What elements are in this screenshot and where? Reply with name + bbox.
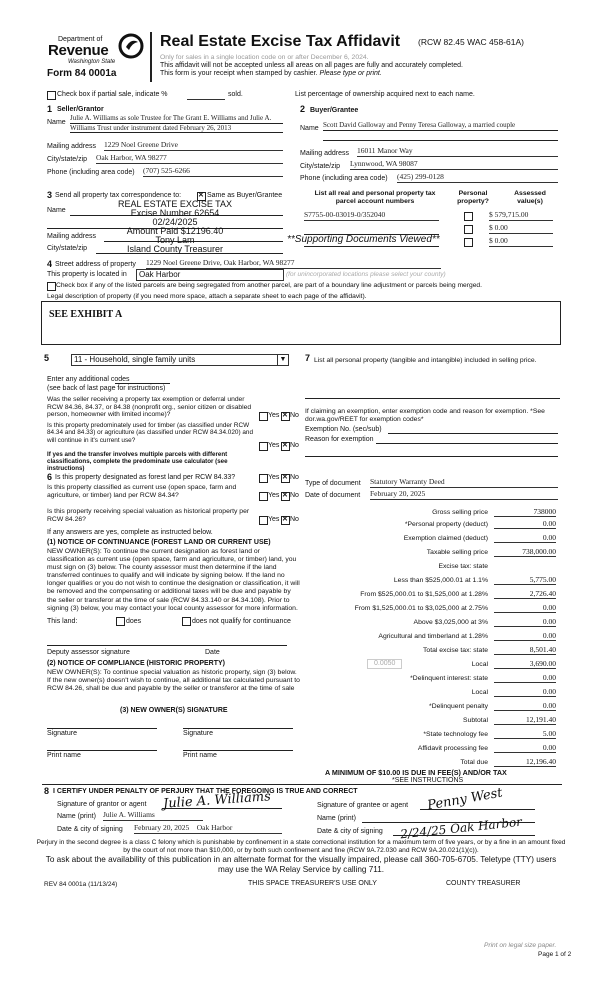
grantor-name-field[interactable]: Julie A. Williams xyxy=(103,811,203,821)
fee-value[interactable]: 0.00 xyxy=(494,631,556,641)
fee-label: Taxable selling price xyxy=(426,549,488,556)
land-use-value: 11 - Household, single family units xyxy=(74,355,196,364)
same-as-buyer-label: Same as Buyer/Grantee xyxy=(207,192,283,199)
fee-label: Subtotal xyxy=(463,717,488,724)
sec3-mailing-label: Mailing address xyxy=(47,233,97,240)
buyer-name-field[interactable]: Scott David Galloway and Penny Teresa Galloway, a married couple xyxy=(323,121,516,129)
fee-value[interactable]: 0.00 xyxy=(494,519,556,529)
fee-label: Local xyxy=(471,661,488,668)
fee-value[interactable]: 5.00 xyxy=(494,729,556,739)
sec6-q1-yes: Yes xyxy=(268,474,280,481)
sec6-q2: Is this property classified as current use (open space, farm and agriculture, or timber) land per RCW 84.34? xyxy=(47,484,237,499)
sec5-q2: Is this property predominately used for timber (as classified under RCW 84.34 and 84.33) or agriculture (as classified under RCW 84.34.020) and will continue in it's current use? xyxy=(47,422,254,444)
stamp-line5: Tony Lam xyxy=(155,235,195,245)
buyer-city-field[interactable]: Lynnwood, WA 98087 xyxy=(350,160,558,170)
legal-size-note: Print on legal size paper. xyxy=(484,942,557,949)
fee-value[interactable]: 0.00 xyxy=(494,673,556,683)
exempt-label: If claiming an exemption, enter exemption code and reason for exemption. *See dor.wa.gov/REET for exemption codes* xyxy=(305,408,545,423)
fee-value[interactable]: 5,775.00 xyxy=(494,575,556,585)
legal-description-box[interactable] xyxy=(41,301,561,345)
fee-value[interactable]: 12,191.40 xyxy=(494,715,556,725)
fee-value[interactable]: 0.00 xyxy=(494,743,556,753)
deputy-date-label: Date xyxy=(205,649,220,656)
owner-signature-line-2[interactable] xyxy=(183,728,293,729)
seller-number: 1 xyxy=(47,104,53,114)
accessibility-notice: To ask about the availability of this publication in an alternate format for the visually impaired, please call 360-705-6705. Teletype (TTY) users may use the WA Relay Service by calling 711. xyxy=(45,855,557,874)
seller-city-field[interactable]: Oak Harbor, WA 98277 xyxy=(96,154,283,164)
fee-label: Total due xyxy=(460,759,488,766)
seller-city-label: City/state/zip xyxy=(47,156,88,163)
form-rcw: (RCW 82.45 WAC 458-61A) xyxy=(418,37,524,47)
owner-print-line-1[interactable] xyxy=(47,750,157,751)
sec6-q3-yes: Yes xyxy=(268,516,280,523)
fee-label: Agricultural and timberland at 1.28% xyxy=(378,633,488,640)
sec6-answer-note: If any answers are yes, complete as instructed below. xyxy=(47,529,213,536)
sec6-q3-no-checkbox[interactable] xyxy=(281,516,290,525)
stamp-line6: Island County Treasurer xyxy=(126,244,224,254)
seller-phone-field[interactable]: (707) 525-6266 xyxy=(143,167,283,177)
sec3-heading: Send all property tax correspondence to: xyxy=(55,192,182,199)
doc-date-label: Date of document xyxy=(305,492,361,499)
owner-signature-line-1[interactable] xyxy=(47,728,157,729)
fee-label: Affidavit processing fee xyxy=(417,745,488,752)
parcel-number-3[interactable] xyxy=(304,246,439,247)
fee-value[interactable]: 2,726.40 xyxy=(494,589,556,599)
fee-label: Less than $525,000.01 at 1.1% xyxy=(393,577,488,584)
fee-label: Exemption claimed (deduct) xyxy=(403,535,488,542)
dept-line1: Department of xyxy=(58,36,103,43)
codes-label: Enter any additional codes xyxy=(47,376,130,383)
does-checkbox[interactable] xyxy=(116,617,125,626)
sec6-q1-no-checkbox[interactable] xyxy=(281,474,290,483)
buyer-city-label: City/state/zip xyxy=(300,163,341,170)
doc-type-field[interactable]: Statutory Warranty Deed xyxy=(370,478,558,488)
dept-line2: Revenue xyxy=(48,42,109,59)
sec6-q2-yes: Yes xyxy=(268,492,280,499)
grantor-date-field[interactable]: February 20, 2025 Oak Harbor xyxy=(134,824,282,834)
stamp-line4: Amount Paid $12196.40 xyxy=(126,226,224,236)
grantee-date-label: Date & city of signing xyxy=(317,828,383,835)
assessed-header: Assessed value(s) xyxy=(514,190,546,205)
sec5-q1: Was the seller receiving a property tax exemption or deferral under RCW 84.36, 84.37, or 84.38 (nonprofit org., senior citizen or disabled person, homeowner with limited income)? xyxy=(47,396,252,418)
fee-label: Total excise tax: state xyxy=(423,647,488,654)
sec5-q2-no: No xyxy=(290,442,299,449)
sec3-name-label: Name xyxy=(47,207,66,214)
signature-label-2: Signature xyxy=(183,730,213,737)
fee-value[interactable]: 0.00 xyxy=(494,603,556,613)
personal-checkbox-2[interactable] xyxy=(464,225,473,234)
fee-label: *Personal property (deduct) xyxy=(404,521,488,528)
page-number: Page 1 of 2 xyxy=(538,951,572,958)
seller-mailing-label: Mailing address xyxy=(47,143,97,150)
sec6-q1-yes-checkbox[interactable] xyxy=(259,474,268,483)
sec6-q3: Is this property receiving special valuation as historical property per RCW 84.26? xyxy=(47,508,250,523)
boundary-label: Check box if any of the listed parcels are being segregated from another parcel, are part of a boundary line adjustment or parcels being merged. xyxy=(56,282,483,289)
street-field[interactable]: 1229 Noel Greene Drive, Oak Harbor, WA 98277 xyxy=(146,259,441,269)
grantee-sig-label: Signature of grantee or agent xyxy=(317,802,409,809)
reason-label: Reason for exemption xyxy=(305,436,374,443)
fee-label: Excise tax: state xyxy=(438,563,488,570)
buyer-phone-field[interactable]: (425) 299-0128 xyxy=(397,173,558,183)
county-treasurer: COUNTY TREASURER xyxy=(446,880,521,887)
buyer-name-line2 xyxy=(323,140,558,141)
fee-label: Gross selling price xyxy=(432,509,488,516)
note-accepted: This affidavit will not be accepted unless all areas on all pages are fully and accurately completed. xyxy=(160,62,463,69)
sec5-q1-yes: Yes xyxy=(268,412,280,419)
see-instructions: *SEE INSTRUCTIONS xyxy=(392,777,464,784)
sec8-number: 8 xyxy=(44,786,50,796)
reason-field-2[interactable] xyxy=(305,456,558,457)
sec6-q3-yes-checkbox[interactable] xyxy=(259,516,268,525)
codes-hint: (see back of last page for instructions) xyxy=(47,385,166,392)
legal-description-text: SEE EXHIBIT A xyxy=(49,309,123,320)
does-label: does xyxy=(126,618,142,625)
notice2-text: NEW OWNER(S): To continue special valuation as historic property, sign (3) below. If the new owner(s) doesn't wish to continue, all additional tax calculated pursuant to RCW 84.26, shall be due and payable by the seller or transferor at the time of sale xyxy=(47,669,300,693)
assessed-value-3[interactable]: $ 0.00 xyxy=(489,237,553,247)
list-percent-note: List percentage of ownership acquired next to each name. xyxy=(295,91,475,98)
fee-label: From $525,000.01 to $1,525,000 at 1.28% xyxy=(360,591,488,598)
sec6-q2-no: No xyxy=(290,492,299,499)
assessed-value-1[interactable]: $ 579,715.00 xyxy=(489,211,553,221)
sec8-top-rule xyxy=(42,784,562,785)
fee-value[interactable]: 738000 xyxy=(494,507,556,517)
sec5-q1-no-checkbox[interactable] xyxy=(281,412,290,421)
buyer-number: 2 xyxy=(300,104,306,114)
doc-date-field[interactable]: February 20, 2025 xyxy=(370,490,558,500)
exempt-no-label: Exemption No. (sec/sub) xyxy=(305,426,382,433)
grantor-signature: Julie A. Williams xyxy=(162,789,272,812)
sec3-number: 3 xyxy=(47,190,53,200)
fee-label: Above $3,025,000 at 3% xyxy=(413,619,488,626)
personal-checkbox-3[interactable] xyxy=(464,238,473,247)
seller-name-field[interactable]: Julie A. Williams as sole Trustee for The Grant E. Williams and Julie A. Williams Trust under instrument dated February 26, 2013 xyxy=(70,114,272,132)
partial-sale-checkbox[interactable] xyxy=(47,91,56,100)
print-name-label-1: Print name xyxy=(47,752,81,759)
treasurer-use-only: THIS SPACE TREASURER'S USE ONLY xyxy=(248,880,377,887)
does-not-label: does not qualify for continuance xyxy=(192,618,291,625)
sec7-number: 7 xyxy=(305,353,311,363)
notice1-title: (1) NOTICE OF CONTINUANCE (FOREST LAND OR CURRENT USE) xyxy=(47,539,271,546)
buyer-phone-label: Phone (including area code) xyxy=(300,175,388,182)
fee-value[interactable]: 0.00 xyxy=(494,533,556,543)
assessed-value-2[interactable]: $ 0.00 xyxy=(489,224,553,234)
form-number: Form 84 0001a xyxy=(47,68,117,79)
fee-value[interactable]: 0.00 xyxy=(494,617,556,627)
fee-label: *State technology fee xyxy=(423,731,488,738)
deputy-label: Deputy assessor signature xyxy=(47,649,130,656)
legal-label: Legal description of property (if you need more space, attach a separate sheet to each page of the affidavit). xyxy=(47,293,367,300)
seller-name-line2 xyxy=(70,132,283,133)
sec5-q2-yes: Yes xyxy=(268,442,280,449)
sec7-divider xyxy=(305,398,560,399)
fee-value[interactable]: 0.00 xyxy=(494,687,556,697)
fee-label: Local xyxy=(471,689,488,696)
buyer-heading: Buyer/Grantee xyxy=(310,107,359,114)
supporting-docs-stamp: **Supporting Documents Viewed** xyxy=(287,234,440,245)
fee-value[interactable]: 12,196.40 xyxy=(494,757,556,767)
dor-swirl-icon xyxy=(118,33,144,62)
deputy-signature-line[interactable] xyxy=(47,645,287,646)
fee-label: From $1,525,000.01 to $3,025,000 at 2.75% xyxy=(354,605,488,612)
located-label: This property is located in xyxy=(47,271,127,278)
fee-value[interactable]: 738,000.00 xyxy=(494,547,556,557)
sec6-q2-no-checkbox[interactable] xyxy=(281,492,290,501)
fee-label: *Delinquent interest: state xyxy=(410,675,488,682)
sec6-q2-yes-checkbox[interactable] xyxy=(259,492,268,501)
parcel-number-2[interactable] xyxy=(304,234,439,235)
stamp-line3: 02/24/2025 xyxy=(152,217,198,227)
notice1-text: NEW OWNER(S): To continue the current designation as forest land or classification as current use (open space, farm and agriculture, or timber) land, you must sign on (3) below. The county assessor must then determine if the land transferred continues to qualify and will indicate by signing below. If the land no longer qualifies or you do not wish to continue the designation or classification, it will be removed and the compensating or additional taxes will be due and payable by the seller or transferor at the time of sale (RCW 84.33.140 or 84.34.108). Prior to signing (3) below, you may contact your local county assessor for more information. xyxy=(47,548,300,612)
partial-sold-label: sold. xyxy=(228,91,243,98)
fee-label: *Delinquent penalty xyxy=(429,703,488,710)
sec6-q1-no: No xyxy=(290,474,299,481)
buyer-name-line xyxy=(323,130,558,131)
sec6-number: 6 xyxy=(47,472,53,482)
fee-value[interactable]: 3,690.00 xyxy=(494,659,556,669)
located-select[interactable]: Oak Harbor xyxy=(136,269,284,281)
partial-sale-label: Check box if partial sale, indicate % xyxy=(57,91,168,98)
print-name-label-2: Print name xyxy=(183,752,217,759)
sec7-heading: List all personal property (tangible and intangible) included in selling price. xyxy=(314,357,537,364)
grantee-written-date: 2/24/25 Oak Harbor xyxy=(399,814,523,842)
sec6-q3-no: No xyxy=(290,516,299,523)
personal-header: Personal property? xyxy=(457,190,489,205)
grantor-sig-label: Signature of grantor or agent xyxy=(57,801,147,808)
seller-name-label: Name xyxy=(47,119,66,126)
buyer-mailing-label: Mailing address xyxy=(300,150,350,157)
sec4-number: 4 xyxy=(47,259,53,269)
exempt-no-field[interactable] xyxy=(388,433,558,434)
sec5-q2-yes-checkbox[interactable] xyxy=(259,442,268,451)
parcel-header: List all real and personal property tax parcel account numbers xyxy=(314,190,436,205)
land-use-select[interactable] xyxy=(71,354,289,366)
sec5-q1-no: No xyxy=(290,412,299,419)
sec5-q2-no-checkbox[interactable] xyxy=(281,442,290,451)
header-divider xyxy=(150,32,152,82)
notice3-title: (3) NEW OWNER(S) SIGNATURE xyxy=(120,707,228,714)
parcel-number-1[interactable]: S7755-00-03019-0/352040 xyxy=(304,211,439,221)
sec6-q1: Is this property designated as forest land per RCW 84.33? xyxy=(55,474,236,481)
buyer-name-label: Name xyxy=(300,125,319,132)
stamp-line2: Excise Number 62654 xyxy=(130,208,220,218)
sec8-heading: I CERTIFY UNDER PENALTY OF PERJURY THAT THE FOREGOING IS TRUE AND CORRECT xyxy=(53,788,358,795)
chevron-down-icon[interactable]: ▼ xyxy=(277,355,288,365)
sec5-q1-yes-checkbox[interactable] xyxy=(259,412,268,421)
sec5-q2-note: If yes and the transfer involves multiple parcels with different classifications, complete the predominate use calculator (see instructions) xyxy=(47,451,228,472)
notice2-title: (2) NOTICE OF COMPLIANCE (HISTORIC PROPERTY) xyxy=(47,660,225,667)
street-label: Street address of property xyxy=(55,261,136,268)
note-receipt: This form is your receipt when stamped by cashier. Please type or print. xyxy=(160,70,382,77)
note-only-for: Only for sales in a single location code on or after December 6, 2024. xyxy=(160,54,369,61)
fee-value[interactable]: 0.00 xyxy=(494,701,556,711)
form-title: Real Estate Excise Tax Affidavit xyxy=(160,33,401,50)
personal-checkbox-1[interactable] xyxy=(464,212,473,221)
partial-percent-field[interactable] xyxy=(187,91,225,100)
dept-line3: Washington State xyxy=(68,59,116,65)
rev-number: REV 84 0001a (11/13/24) xyxy=(44,881,118,888)
stamp-line1: REAL ESTATE EXCISE TAX xyxy=(117,199,233,209)
minimum-note: A MINIMUM OF $10.00 IS DUE IN FEE(S) AND/OR TAX xyxy=(325,768,507,777)
codes-field[interactable] xyxy=(115,383,170,384)
signature-label-1: Signature xyxy=(47,730,77,737)
buyer-mailing-field[interactable]: 16011 Manor Way xyxy=(357,147,558,157)
grantor-date-label: Date & city of signing xyxy=(57,826,123,833)
grantee-signature: Penny West xyxy=(426,785,504,814)
seller-heading: Seller/Grantor xyxy=(57,106,104,113)
seller-mailing-field[interactable]: 1229 Noel Greene Drive xyxy=(104,141,283,151)
grantor-name-label: Name (print) xyxy=(57,813,96,820)
sec5-number: 5 xyxy=(44,353,50,363)
fee-value[interactable]: 8,501.40 xyxy=(494,645,556,655)
doc-type-label: Type of document xyxy=(305,480,361,487)
grantee-name-label: Name (print) xyxy=(317,815,356,822)
perjury-notice: Perjury in the second degree is a class C felony which is punishable by confinement in a state correctional institution for a maximum term of five years, or by a fine in an amount fixed by the court of not more than $10,000, or by both such confinement and fine (RCW 9A.72.030 and RCW 9A.20.021(1)(c)). xyxy=(36,839,566,854)
seller-phone-label: Phone (including area code) xyxy=(47,169,135,176)
sec3-city-label: City/state/zip xyxy=(47,245,88,252)
boundary-checkbox[interactable] xyxy=(47,282,56,291)
seller-name-line xyxy=(70,123,283,124)
this-land-label: This land: xyxy=(47,618,78,625)
local-rate: 0.0050 xyxy=(367,659,402,669)
reason-field[interactable] xyxy=(376,443,558,444)
located-hint: (for unincorporated locations please select your county) xyxy=(286,271,446,278)
owner-print-line-2[interactable] xyxy=(183,750,293,751)
does-not-checkbox[interactable] xyxy=(182,617,191,626)
